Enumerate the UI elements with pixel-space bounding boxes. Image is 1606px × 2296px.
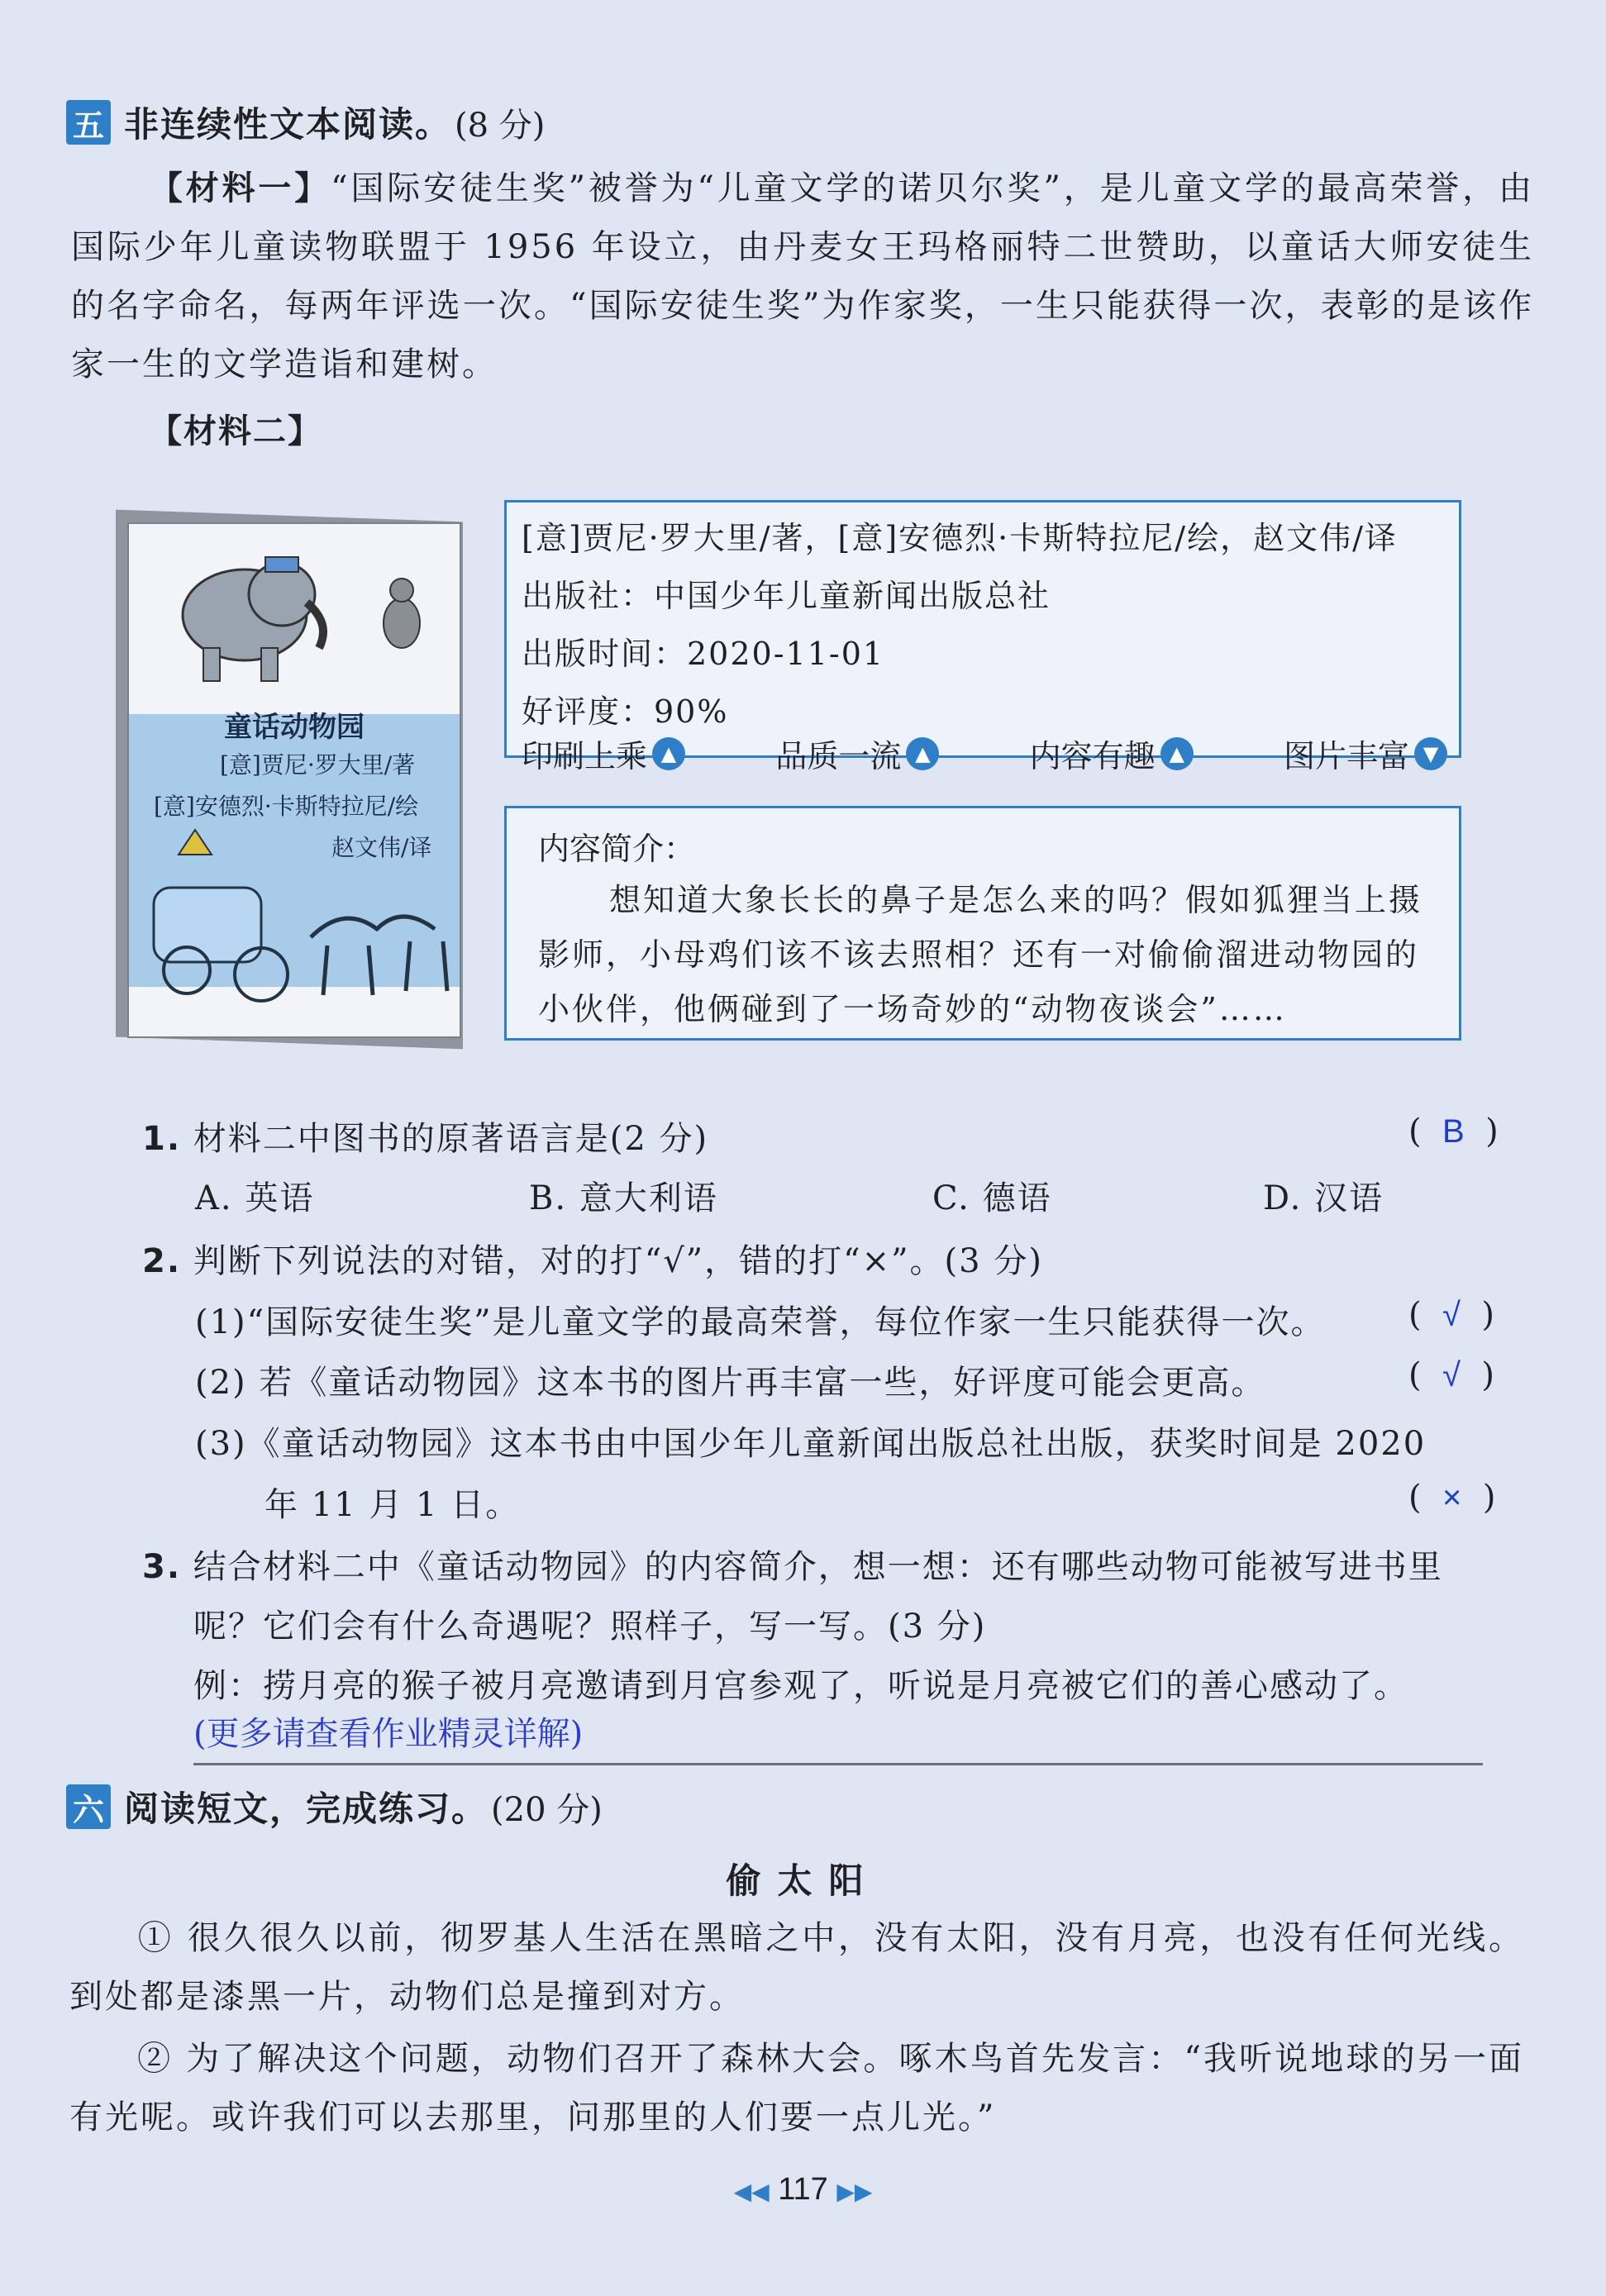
section-score: (8 分) <box>455 106 546 145</box>
option-a: A. 英语 <box>195 1179 315 1217</box>
right-arrows-icon: ▶▶ <box>836 2179 873 2204</box>
story-paragraph-2: ② 为了解决这个问题，动物们召开了森林大会。啄木鸟首先发言：“我听说地球的另一面有光呢。或许我们可以去那里，问那里的人们要一点儿光。” <box>69 2040 1524 2136</box>
thumb-up-icon: ▲ <box>1160 737 1194 770</box>
thumb-up-icon: ▲ <box>906 737 939 770</box>
book-info-box <box>504 500 1461 774</box>
cover-illustrator: [意]安德烈·卡斯特拉尼/绘 <box>154 793 419 820</box>
book-rating: 好评度：90% <box>522 693 729 730</box>
question-2-item-2: (2) 若《童话动物园》这本书的图片再丰富一些，好评度可能会更高。 <box>195 1364 1266 1402</box>
book-credits: [意]贾尼·罗大里/著，[意]安德烈·卡斯特拉尼/绘，赵文伟/译 <box>522 520 1398 556</box>
story-title: 偷太阳 <box>726 1860 880 1901</box>
answer-text: × <box>1442 1479 1462 1516</box>
left-arrows-icon: ◀◀ <box>733 2179 770 2204</box>
book-illustration <box>129 524 460 1036</box>
question-2-item-3: (3)《童话动物园》这本书由中国少年儿童新闻出版总社出版，获奖时间是 2020 <box>195 1425 1427 1463</box>
question-3-example: 例：捞月亮的猴子被月亮邀请到月宫参观了，听说是月亮被它们的善心感动了。 <box>193 1667 1408 1705</box>
material-one-text: “国际安徒生奖”被誉为“儿童文学的诺贝尔奖”，是儿童文学的最高荣誉，由国际少年儿童读物联盟于 1956 年设立，由丹麦女王玛格丽特二世赞助，以童话大师安徒生的名字命名，每两年评选一次。“国际安徒生奖”为作家奖，一生只能获得一次，表彰的是该作家一生的文学造诣和建树。 <box>71 169 1535 383</box>
thumb-up-icon: ▲ <box>652 737 685 770</box>
option-c: C. 德语 <box>932 1179 1052 1217</box>
divider <box>193 1763 1483 1765</box>
material-one-label: 【材料一】 <box>149 169 331 207</box>
material-one-paragraph <box>71 160 1534 394</box>
answer-blank: ( × ) <box>1408 1479 1496 1517</box>
cover-title: 童话动物园 <box>224 711 365 744</box>
question-2: 2. 判断下列说法的对错，对的打“√”，错的打“×”。(3 分) <box>142 1242 1043 1280</box>
section-six-header <box>66 1782 603 1832</box>
section-title: 阅读短文，完成练习。 <box>124 1789 488 1829</box>
question-1-text: 材料二中图书的原著语言是(2 分) <box>193 1120 709 1158</box>
section-score: (20 分) <box>491 1790 603 1829</box>
review-tag: 图片丰富 ▼ <box>1284 731 1447 776</box>
book-publisher: 出版社：中国少年儿童新闻出版总社 <box>522 578 1051 614</box>
answer-blank: ( √ ) <box>1408 1356 1495 1394</box>
story-paragraph-1: ① 很久很久以前，彻罗基人生活在黑暗之中，没有太阳，没有月亮，也没有任何光线。到处都是漆黑一片，动物们总是撞到对方。 <box>69 1919 1524 2016</box>
thumb-down-icon: ▼ <box>1414 737 1447 770</box>
book-publish-date: 出版时间：2020-11-01 <box>522 636 885 672</box>
cover-author: [意]贾尼·罗大里/著 <box>220 751 416 779</box>
question-1: 1. 材料二中图书的原著语言是(2 分) <box>142 1120 709 1158</box>
review-tag: 内容有趣 ▲ <box>1030 731 1194 776</box>
review-tag: 印刷上乘 ▲ <box>522 731 685 776</box>
review-tags <box>522 731 1447 776</box>
book-cover-image <box>116 516 463 1043</box>
option-d: D. 汉语 <box>1263 1179 1384 1217</box>
question-3: 3. 结合材料二中《童话动物园》的内容简介，想一想：还有哪些动物可能被写进书里 <box>142 1548 1443 1586</box>
answer-text: B <box>1442 1113 1465 1150</box>
section-number-badge: 六 <box>66 1784 111 1829</box>
answer-text: √ <box>1442 1297 1461 1333</box>
cover-translator: 赵文伟/译 <box>331 834 432 861</box>
question-2-text: 判断下列说法的对错，对的打“√”，错的打“×”。(3 分) <box>193 1242 1043 1280</box>
page-number: ◀◀ 117 ▶▶ <box>733 2172 873 2207</box>
option-b: B. 意大利语 <box>529 1179 718 1217</box>
material-two-label: 【材料二】 <box>149 412 322 450</box>
section-number-badge: 五 <box>66 100 111 145</box>
more-details-link[interactable]: (更多请查看作业精灵详解) <box>193 1715 584 1753</box>
question-2-item-1: (1)“国际安徒生奖”是儿童文学的最高荣誉，每位作家一生只能获得一次。 <box>195 1303 1326 1341</box>
intro-text: 想知道大象长长的鼻子是怎么来的吗？假如狐狸当上摄影师，小母鸡们该不该去照相？还有一对偷偷溜进动物园的小伙伴，他俩碰到了一场奇妙的“动物夜谈会”…… <box>538 882 1423 1027</box>
book-intro-box <box>504 806 1461 1041</box>
question-3-line-1: 结合材料二中《童话动物园》的内容简介，想一想：还有哪些动物可能被写进书里 <box>193 1548 1443 1586</box>
answer-blank: ( √ ) <box>1408 1296 1495 1334</box>
intro-label: 内容简介： <box>538 831 696 867</box>
answer-blank: ( B ) <box>1408 1112 1499 1150</box>
review-tag: 品质一流 ▲ <box>775 731 939 776</box>
question-2-item-3-cont: 年 11 月 1 日。 <box>264 1486 521 1524</box>
question-3-line-2: 呢？它们会有什么奇遇呢？照样子，写一写。(3 分) <box>193 1608 987 1646</box>
answer-text: √ <box>1442 1357 1461 1393</box>
section-five-header <box>66 98 545 147</box>
section-title: 非连续性文本阅读。 <box>124 104 452 145</box>
